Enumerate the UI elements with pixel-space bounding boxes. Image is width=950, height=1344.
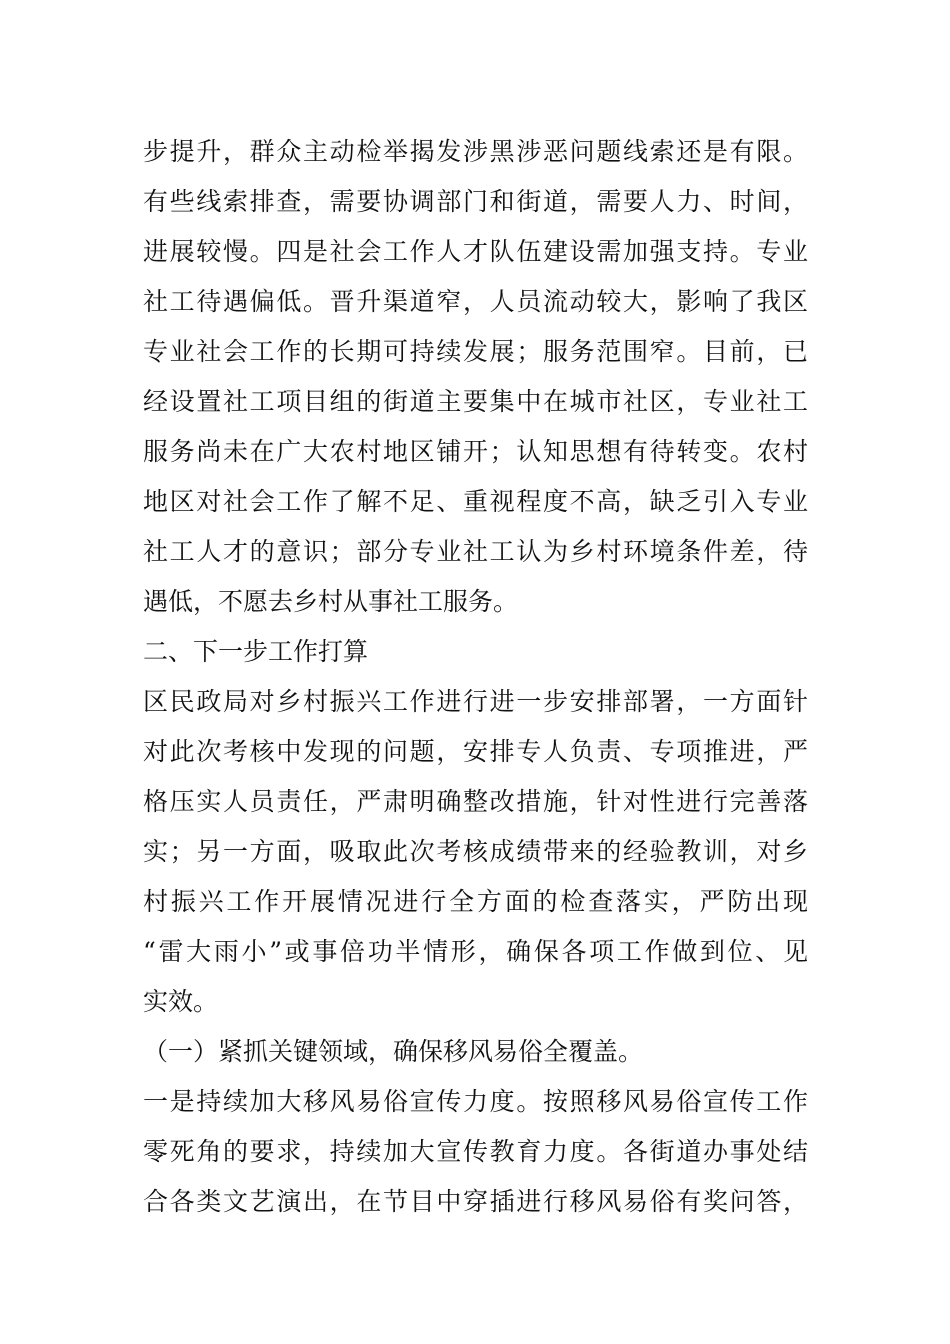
text-line: 社工待遇偏低。晋升渠道窄，人员流动较大，影响了我区: [143, 287, 808, 316]
text-line: 地区对社会工作了解不足、重视程度不高，缺乏引入专业: [143, 487, 808, 516]
text-line: 社工人才的意识；部分专业社工认为乡村环境条件差，待: [143, 537, 808, 566]
text-line: 二、下一步工作打算: [143, 637, 369, 666]
text-line: 专业社会工作的长期可持续发展；服务范围窄。目前，已: [143, 337, 808, 366]
text-line: 经设置社工项目组的街道主要集中在城市社区，专业社工: [143, 387, 808, 416]
text-line: 有些线索排查，需要协调部门和街道，需要人力、时间，: [143, 187, 808, 216]
text-line: 区民政局对乡村振兴工作进行进一步安排部署，一方面针: [143, 687, 808, 716]
text-line: 一是持续加大移风易俗宣传力度。按照移风易俗宣传工作: [143, 1087, 808, 1116]
text-line: 村振兴工作开展情况进行全方面的检查落实，严防出现: [143, 887, 808, 916]
text-line: 实效。: [143, 987, 219, 1016]
text-line: 服务尚未在广大农村地区铺开；认知思想有待转变。农村: [143, 437, 808, 466]
text-line: 对此次考核中发现的问题，安排专人负责、专项推进，严: [143, 737, 808, 766]
text-line: “雷大雨小”或事倍功半情形，确保各项工作做到位、见: [143, 937, 808, 966]
text-line: 实；另一方面，吸取此次考核成绩带来的经验教训，对乡: [143, 837, 808, 866]
text-line: 格压实人员责任，严肃明确整改措施，针对性进行完善落: [143, 787, 808, 816]
text-line: （一）紧抓关键领域，确保移风易俗全覆盖。: [143, 1037, 644, 1066]
text-line: 步提升，群众主动检举揭发涉黑涉恶问题线索还是有限。: [143, 137, 808, 166]
text-line: 合各类文艺演出，在节目中穿插进行移风易俗有奖问答，: [143, 1187, 808, 1216]
text-line: 遇低，不愿去乡村从事社工服务。: [143, 587, 519, 616]
document-body: [143, 127, 808, 1227]
text-line: 进展较慢。四是社会工作人才队伍建设需加强支持。专业: [143, 237, 808, 266]
text-line: 零死角的要求，持续加大宣传教育力度。各街道办事处结: [143, 1137, 808, 1166]
